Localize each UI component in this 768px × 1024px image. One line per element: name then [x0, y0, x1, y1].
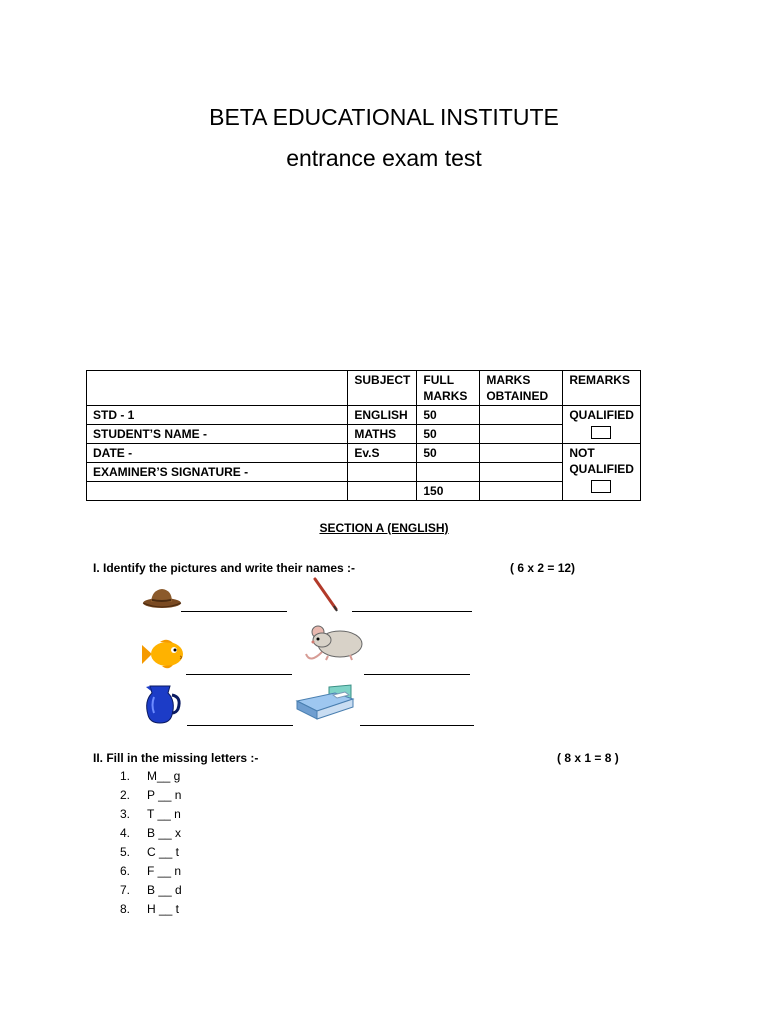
word-prompt[interactable]: C __ t	[147, 845, 180, 859]
header-full-marks: FULL MARKS	[417, 371, 480, 406]
table-row-total	[87, 482, 641, 501]
row-label: DATE -	[87, 444, 348, 463]
not-qualified-checkbox[interactable]	[591, 480, 611, 493]
word-prompt[interactable]: P __ n	[147, 788, 182, 802]
fish-icon	[140, 637, 186, 671]
jug-icon	[142, 683, 182, 725]
bed-icon	[295, 683, 355, 723]
answer-blank[interactable]	[352, 611, 472, 612]
header-subject: SUBJECT	[348, 371, 417, 406]
list-item: 7. B __ d	[120, 883, 182, 897]
table-header-row	[87, 371, 641, 406]
list-item: 6. F __ n	[120, 864, 182, 878]
row-full-marks	[417, 463, 480, 482]
section-a-title: SECTION A (ENGLISH)	[319, 521, 449, 535]
list-item: 5. C __ t	[120, 845, 180, 859]
exam-subtitle: entrance exam test	[286, 145, 482, 171]
question-2-text: II. Fill in the missing letters :-	[93, 751, 259, 765]
list-item: 8. H __ t	[120, 902, 180, 916]
row-obtained[interactable]	[480, 463, 563, 482]
word-prompt[interactable]: B __ d	[147, 883, 182, 897]
missing-letters-list	[120, 767, 182, 919]
answer-blank[interactable]	[186, 674, 292, 675]
question-1-text: I. Identify the pictures and write their names :-	[93, 561, 356, 575]
row-obtained[interactable]	[480, 406, 563, 425]
row-subject: Ev.S	[348, 444, 417, 463]
list-item: 1. M__ g	[120, 769, 181, 783]
question-1-marks: ( 6 x 2 = 12)	[510, 561, 576, 575]
row-obtained[interactable]	[480, 425, 563, 444]
list-item: 4. B __ x	[120, 826, 182, 840]
row-subject	[348, 463, 417, 482]
table-row	[87, 444, 641, 463]
hat-icon	[141, 585, 183, 611]
row-subject	[348, 482, 417, 501]
row-obtained[interactable]	[480, 444, 563, 463]
question-2-marks: ( 8 x 1 = 8 )	[557, 751, 619, 765]
row-obtained-total[interactable]	[480, 482, 563, 501]
word-prompt[interactable]: M__ g	[147, 769, 181, 783]
table-row	[87, 425, 641, 444]
remarks-not-qualified: NOT QUALIFIED	[563, 444, 641, 501]
table-row	[87, 406, 641, 425]
answer-blank[interactable]	[181, 611, 287, 612]
table-cell	[87, 371, 348, 406]
remarks-qualified: QUALIFIED	[563, 406, 641, 444]
row-full-marks: 50	[417, 425, 480, 444]
header-remarks: REMARKS	[563, 371, 641, 406]
row-label: STD - 1	[87, 406, 348, 425]
qualified-checkbox[interactable]	[591, 426, 611, 439]
pencil-icon	[312, 577, 340, 613]
row-total-marks: 150	[417, 482, 480, 501]
rat-icon	[304, 620, 366, 666]
row-label: EXAMINER’S SIGNATURE -	[87, 463, 348, 482]
row-subject: MATHS	[348, 425, 417, 444]
list-item: 3. T __ n	[120, 807, 181, 821]
word-prompt[interactable]: T __ n	[147, 807, 181, 821]
row-full-marks: 50	[417, 444, 480, 463]
word-prompt[interactable]: F __ n	[147, 864, 182, 878]
row-label: STUDENT’S NAME -	[87, 425, 348, 444]
table-row	[87, 463, 641, 482]
word-prompt[interactable]: H __ t	[147, 902, 180, 916]
answer-blank[interactable]	[360, 725, 474, 726]
header-marks-obtained: MARKS OBTAINED	[480, 371, 563, 406]
row-subject: ENGLISH	[348, 406, 417, 425]
institute-title: BETA EDUCATIONAL INSTITUTE	[209, 104, 559, 130]
row-label	[87, 482, 348, 501]
row-full-marks: 50	[417, 406, 480, 425]
answer-blank[interactable]	[364, 674, 470, 675]
marks-table	[86, 370, 641, 501]
list-item: 2. P __ n	[120, 788, 182, 802]
word-prompt[interactable]: B __ x	[147, 826, 182, 840]
answer-blank[interactable]	[187, 725, 293, 726]
